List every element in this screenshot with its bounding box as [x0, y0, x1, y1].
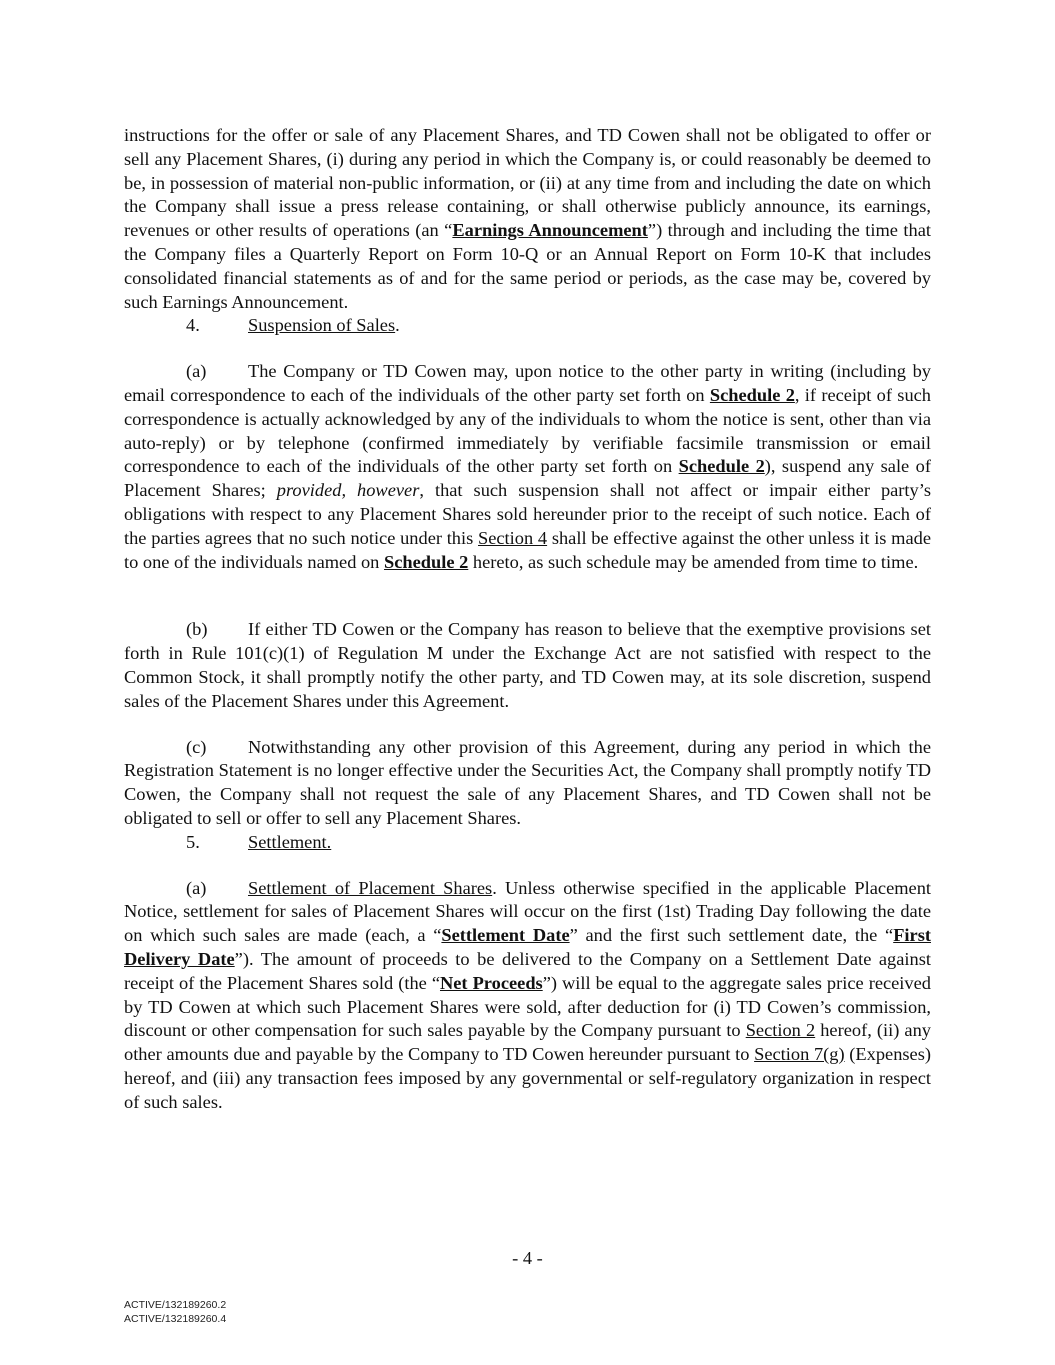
defined-term-earnings-announcement: Earnings Announcement: [452, 220, 648, 241]
section-5a: (a) Settlement of Placement Shares. Unless otherwise specified in the applicable Placement Notice, settlement for sales of Placement Shares will occur on the first (1st) Trading Day following the date on which such sales are made (each, a “Settlement Date” and the first such settlement date, the “First Delivery Date”). The amount of proceeds to be delivered to the Company on a Settlement Date against receipt of the Placement Shares sold (the “Net Proceeds”) will be equal to the aggregate sales price received by TD Cowen at which such Placement Shares were sold, after deduction for (i) TD Cowen’s commission, discount or other compensation for such sales payable by the Company pursuant to Section 2 hereof, (ii) any other amounts due and payable by the Company to TD Cowen hereunder pursuant to Section 7(g) (Expenses) hereof, and (iii) any transaction fees imposed by any governmental or self-regulatory organization in respect of such sales.: [124, 877, 932, 1112]
section-5a-title: Settlement of Placement Shares: [248, 877, 493, 898]
proviso: provided, however: [276, 480, 420, 501]
section-4a: (a) The Company or TD Cowen may, upon notice to the other party in writing (including by email correspondence to each of the individuals of the other party set forth on Schedule 2, if receipt of such correspondence is actually acknowledged by any of the individuals to whom the notice is sent, other than via auto-reply) or by telephone (confirmed immediately by verifiable facsimile transmission or email correspondence to each of the individuals of the other party set forth on Schedule 2), suspend any sale of Placement Shares; provided, however, that such suspension shall not affect or impair either party’s obligations with respect to any Placement Shares sold hereunder prior to the receipt of such notice. Each of the parties agrees that no such notice under this Section 4 shall be effective against the other unless it is made to one of the individuals named on Schedule 2 hereto, as such schedule may be amended from time to time.: [124, 361, 932, 572]
section-5-title: Settlement.: [248, 831, 332, 852]
document-footer: [124, 1298, 226, 1326]
defined-term-first-delivery-date: First Delivery Date: [124, 925, 931, 969]
page-number: - 4 -: [512, 1248, 543, 1268]
schedule-2-ref: Schedule 2: [678, 456, 765, 477]
section-4c: (c) Notwithstanding any other provision of this Agreement, during any period in which the Registration Statement is no longer effective under the Securities Act, the Company shall promptly notify TD Cowen, the Company shall not request the sale of any Placement Shares, and TD Cowen shall not be obligated to sell or offer to sell any Placement Shares.: [124, 736, 931, 828]
section-4-heading: 4. Suspension of Sales.: [186, 315, 400, 336]
section-4-ref: Section 4: [478, 527, 548, 548]
section-4-title: Suspension of Sales: [248, 315, 396, 336]
schedule-2-ref: Schedule 2: [709, 384, 795, 405]
section-5-heading: 5. Settlement.: [186, 831, 332, 852]
document-body: [124, 124, 931, 1114]
section-2-ref: Section 2: [745, 1020, 816, 1041]
defined-term-settlement-date: Settlement Date: [441, 925, 570, 946]
section-7g-ref: Section 7(g): [754, 1044, 845, 1065]
paragraph-continuation: instructions for the offer or sale of any Placement Shares, and TD Cowen shall not be obligated to offer or sell any Placement Shares, (i) during any period in which the Company is, or could reasonably be deemed to be, in possession of material non-public information, or (ii) at any time from and including the date on which the Company shall issue a press release containing, or shall otherwise publicly announce, its earnings, revenues or other results of operations (an “Earnings Announcement”) through and including the time that the Company files a Quarterly Report on Form 10-Q or an Annual Report on Form 10-K that includes consolidated financial statements as of and for the same period or periods, as the case may be, covered by such Earnings Announcement.: [124, 125, 931, 312]
doc-id: ACTIVE/132189260.4: [124, 1313, 227, 1325]
schedule-2-ref: Schedule 2: [383, 551, 469, 572]
defined-term-net-proceeds: Net Proceeds: [439, 972, 543, 993]
doc-id: ACTIVE/132189260.2: [124, 1299, 227, 1311]
section-4b: (b) If either TD Cowen or the Company has reason to believe that the exemptive provisions set forth in Rule 101(c)(1) of Regulation M under the Exchange Act are not satisfied with respect to the Common Stock, it shall promptly notify the other party, and TD Cowen may, at its sole discretion, suspend sales of the Placement Shares under this Agreement.: [124, 619, 931, 711]
